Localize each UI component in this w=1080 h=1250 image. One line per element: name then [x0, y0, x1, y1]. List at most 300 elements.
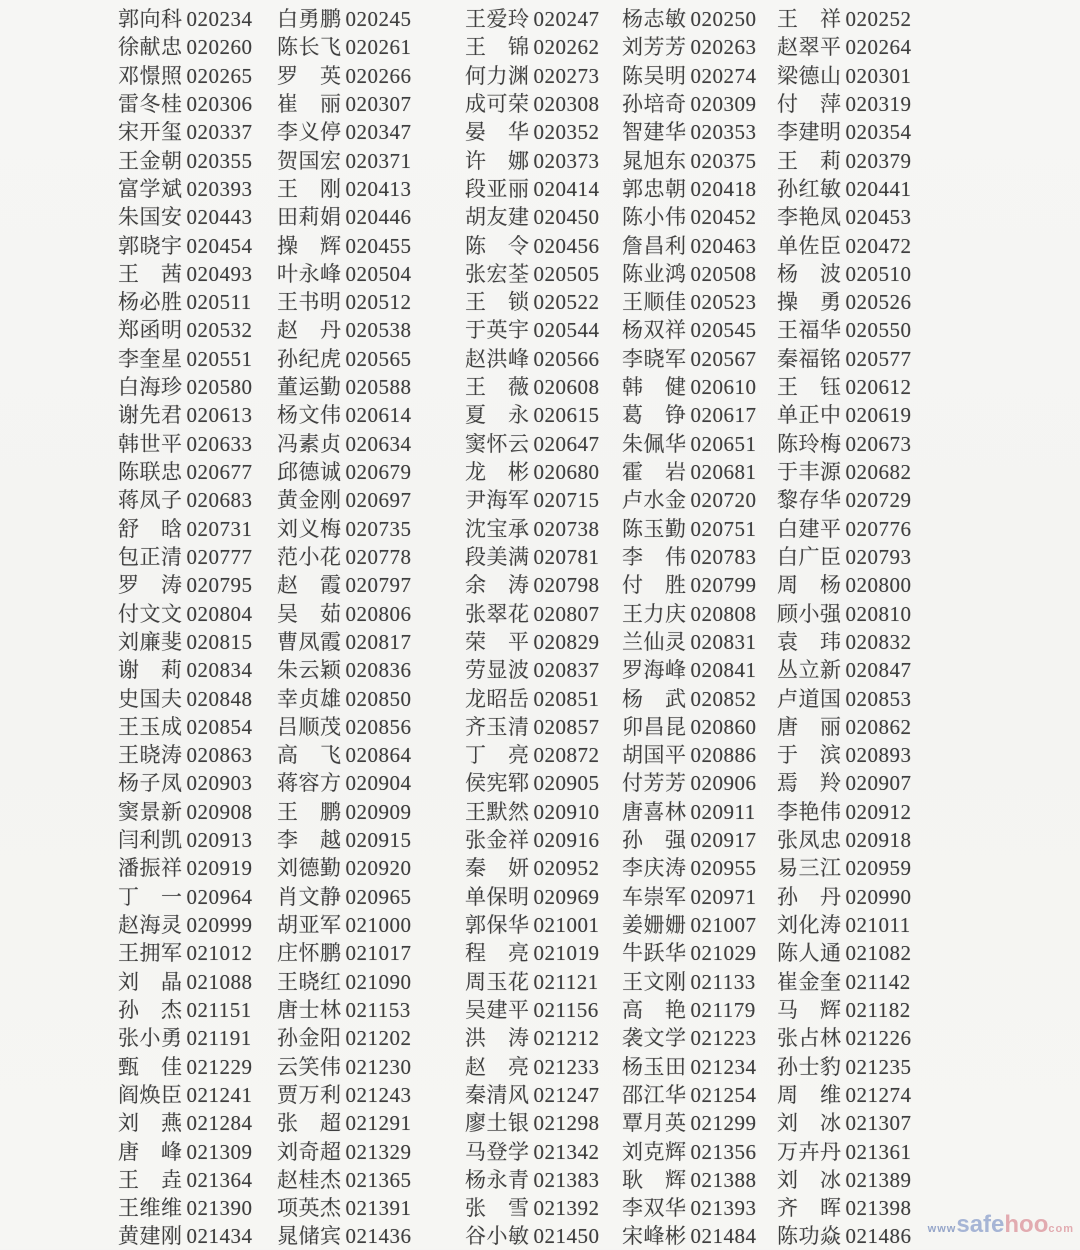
person-number: 020550 [845, 318, 912, 343]
roster-entry [622, 286, 777, 316]
roster-row [118, 88, 937, 116]
person-number: 020673 [845, 431, 912, 456]
person-number: 021391 [345, 1196, 412, 1221]
person-name: 罗 英 [277, 63, 342, 88]
person-number: 020776 [845, 516, 912, 541]
person-number: 020252 [845, 7, 912, 31]
roster-entry [777, 654, 937, 684]
roster-entry [118, 456, 277, 486]
person-name: 包正清 [118, 544, 183, 569]
person-number: 020851 [533, 686, 600, 711]
person-number: 020379 [845, 148, 912, 173]
roster-entry [622, 88, 777, 118]
person-number: 021007 [690, 913, 757, 937]
person-number: 020347 [345, 120, 412, 145]
person-number: 020354 [845, 120, 912, 145]
person-name: 窦怀云 [465, 431, 530, 456]
roster-entry [622, 852, 777, 882]
person-name: 杨 波 [777, 261, 842, 286]
roster-row [118, 1022, 937, 1050]
roster-entry [777, 3, 937, 33]
person-number: 020567 [690, 346, 757, 371]
person-number: 021019 [533, 941, 600, 966]
person-name: 劳显波 [465, 658, 530, 683]
roster-entry [777, 881, 937, 911]
person-number: 020810 [845, 601, 912, 626]
roster-entry [777, 286, 937, 316]
person-number: 020588 [345, 375, 412, 400]
person-name: 罗海峰 [622, 658, 687, 683]
person-name: 丛立新 [777, 658, 842, 683]
roster-entry [777, 258, 937, 288]
person-number: 020551 [186, 346, 253, 371]
person-name: 洪 涛 [465, 1026, 530, 1051]
person-number: 020720 [690, 488, 757, 513]
person-name: 刘 冰 [777, 1111, 842, 1136]
roster-entry [465, 484, 622, 514]
roster-entry [777, 484, 937, 514]
person-name: 贺国宏 [277, 148, 342, 173]
person-number: 020909 [345, 799, 412, 824]
person-number: 020729 [845, 488, 912, 513]
person-number: 020795 [186, 573, 253, 598]
person-number: 020260 [186, 35, 253, 60]
roster-row [118, 1192, 937, 1220]
person-name: 操 勇 [777, 290, 842, 315]
person-name: 何力渊 [465, 63, 530, 88]
roster-entry [465, 852, 622, 882]
roster-entry [277, 3, 465, 33]
person-name: 赵海灵 [118, 913, 183, 937]
roster-entry [118, 1220, 277, 1250]
roster-entry [465, 767, 622, 797]
person-name: 卯昌昆 [622, 714, 687, 739]
person-number: 020505 [533, 261, 600, 286]
person-name: 朱佩华 [622, 431, 687, 456]
person-name: 杨永青 [465, 1167, 530, 1192]
roster-row [118, 1051, 937, 1079]
person-name: 郭保华 [465, 913, 530, 937]
roster-entry [118, 513, 277, 543]
roster-entry [465, 371, 622, 401]
roster-row [118, 1220, 937, 1248]
person-number: 020905 [533, 771, 600, 796]
roster-entry [277, 484, 465, 514]
person-number: 020911 [690, 799, 756, 824]
roster-entry [277, 1022, 465, 1052]
watermark-com-text: com [1048, 1223, 1074, 1235]
roster-entry [118, 739, 277, 769]
roster-entry [465, 654, 622, 684]
person-number: 020511 [186, 290, 252, 315]
person-number: 020804 [186, 601, 253, 626]
roster-entry [465, 937, 622, 967]
person-number: 020863 [186, 743, 253, 768]
person-name: 蒋凤子 [118, 488, 183, 513]
person-number: 020999 [186, 913, 253, 937]
roster-entry [277, 739, 465, 769]
person-number: 020856 [345, 714, 412, 739]
person-name: 秦 妍 [465, 856, 530, 881]
roster-entry [118, 116, 277, 146]
person-number: 020393 [186, 176, 253, 201]
roster-entry [777, 994, 937, 1024]
person-name: 幸贞雄 [277, 686, 342, 711]
roster-row [118, 909, 937, 937]
roster-entry [777, 909, 937, 939]
person-number: 021133 [690, 969, 756, 994]
person-name: 单正中 [777, 403, 842, 428]
person-number: 020680 [533, 460, 600, 484]
roster-entry [777, 824, 937, 854]
roster-entry [277, 314, 465, 344]
person-name: 李建明 [777, 120, 842, 145]
person-number: 020832 [845, 629, 912, 654]
roster-entry [622, 683, 777, 713]
person-name: 陈玲梅 [777, 431, 842, 456]
person-number: 020806 [345, 601, 412, 626]
roster-entry [622, 456, 777, 486]
roster-row [118, 598, 937, 626]
person-name: 张 超 [277, 1111, 342, 1136]
person-name: 胡亚军 [277, 913, 342, 937]
roster-entry [622, 739, 777, 769]
roster-entry [777, 314, 937, 344]
person-number: 020418 [690, 176, 757, 201]
roster-entry [118, 966, 277, 996]
person-name: 王 莉 [777, 148, 842, 173]
person-name: 甄 佳 [118, 1054, 183, 1079]
roster-row [118, 739, 937, 767]
roster-entry [622, 1107, 777, 1137]
roster-entry [465, 173, 622, 203]
person-number: 020853 [845, 686, 912, 711]
person-name: 刘义梅 [277, 516, 342, 541]
roster-entry [777, 513, 937, 543]
person-number: 020860 [690, 714, 757, 739]
roster-entry [465, 1164, 622, 1194]
roster-entry [277, 31, 465, 61]
person-name: 张金祥 [465, 828, 530, 853]
person-number: 021434 [186, 1224, 253, 1249]
person-number: 020682 [845, 460, 912, 484]
roster-entry [277, 428, 465, 458]
roster-entry [777, 541, 937, 571]
person-number: 020913 [186, 828, 253, 853]
roster-entry [465, 60, 622, 90]
person-number: 020371 [345, 148, 412, 173]
person-number: 021364 [186, 1167, 253, 1192]
roster-entry [118, 1192, 277, 1222]
person-name: 谢先君 [118, 403, 183, 428]
roster-entry [777, 371, 937, 401]
person-name: 王维维 [118, 1196, 183, 1221]
roster-entry [465, 881, 622, 911]
person-name: 李艳凤 [777, 205, 842, 230]
roster-entry [777, 626, 937, 656]
person-name: 赵翠平 [777, 35, 842, 60]
person-number: 021017 [345, 941, 412, 966]
person-name: 王 锁 [465, 290, 530, 315]
person-number: 020504 [345, 261, 412, 286]
person-name: 余 涛 [465, 573, 530, 598]
roster-entry [118, 683, 277, 713]
roster-entry [777, 60, 937, 90]
person-name: 肖文静 [277, 884, 342, 909]
roster-entry [465, 909, 622, 939]
person-name: 白建平 [777, 516, 842, 541]
roster-entry [622, 541, 777, 571]
roster-entry [777, 173, 937, 203]
roster-entry [622, 1022, 777, 1052]
roster-entry [277, 1051, 465, 1081]
roster-entry [777, 399, 937, 429]
person-number: 020971 [690, 884, 757, 909]
roster-entry [777, 569, 937, 599]
roster-entry [277, 654, 465, 684]
person-number: 021088 [186, 969, 253, 994]
person-number: 020793 [845, 544, 912, 569]
roster-entry [777, 711, 937, 741]
roster-entry [622, 60, 777, 90]
roster-entry [777, 456, 937, 486]
roster-entry [118, 145, 277, 175]
person-name: 王 刚 [277, 176, 342, 201]
person-name: 杨子凤 [118, 771, 183, 796]
person-name: 宋峰彬 [622, 1224, 687, 1249]
roster-entry [118, 1051, 277, 1081]
person-name: 操 辉 [277, 233, 342, 258]
person-number: 020798 [533, 573, 600, 598]
person-name: 陈长飞 [277, 35, 342, 60]
roster-entry [622, 909, 777, 939]
person-name: 付 胜 [622, 573, 687, 598]
roster-row [118, 456, 937, 484]
person-name: 黎存华 [777, 488, 842, 513]
person-number: 020807 [533, 601, 600, 626]
person-number: 021226 [845, 1026, 912, 1051]
person-number: 020614 [345, 403, 412, 428]
person-name: 张凤忠 [777, 828, 842, 853]
person-name: 王金朝 [118, 148, 183, 173]
person-number: 020778 [345, 544, 412, 569]
person-number: 020969 [533, 884, 600, 909]
roster-entry [465, 116, 622, 146]
person-number: 020263 [690, 35, 757, 60]
person-name: 朱云颖 [277, 658, 342, 683]
roster-entry [118, 258, 277, 288]
person-number: 021298 [533, 1111, 600, 1136]
person-number: 020472 [845, 233, 912, 258]
person-name: 田莉娟 [277, 205, 342, 230]
person-number: 021392 [533, 1196, 600, 1221]
person-number: 020872 [533, 743, 600, 768]
person-name: 孙纪虎 [277, 346, 342, 371]
person-name: 朱国安 [118, 205, 183, 230]
person-name: 邓憬照 [118, 63, 183, 88]
person-name: 王力庆 [622, 601, 687, 626]
person-number: 020751 [690, 516, 757, 541]
person-number: 020352 [533, 120, 600, 145]
person-name: 詹昌利 [622, 233, 687, 258]
roster-entry [277, 1220, 465, 1250]
person-number: 020959 [845, 856, 912, 881]
person-name: 尹海军 [465, 488, 530, 513]
roster-entry [465, 428, 622, 458]
roster-entry [622, 598, 777, 628]
roster-entry [777, 343, 937, 373]
roster-entry [622, 314, 777, 344]
person-name: 黄金刚 [277, 488, 342, 513]
roster-entry [622, 711, 777, 741]
roster-entry [465, 258, 622, 288]
person-number: 021230 [345, 1054, 412, 1079]
person-number: 021001 [533, 913, 600, 937]
person-number: 020266 [345, 63, 412, 88]
person-number: 021212 [533, 1026, 600, 1051]
roster-entry [277, 824, 465, 854]
roster-row [118, 824, 937, 852]
roster-entry [277, 1192, 465, 1222]
person-number: 021153 [345, 997, 411, 1022]
roster-entry [777, 1220, 937, 1250]
roster-entry [277, 258, 465, 288]
roster-row [118, 796, 937, 824]
roster-entry [622, 994, 777, 1024]
roster-row [118, 767, 937, 795]
person-name: 王福华 [777, 318, 842, 343]
person-name: 白海珍 [118, 375, 183, 400]
person-name: 单佐臣 [777, 233, 842, 258]
person-name: 王 鹏 [277, 799, 342, 824]
person-name: 刘 晶 [118, 969, 183, 994]
person-name: 梁德山 [777, 63, 842, 88]
roster-row [118, 230, 937, 258]
roster-entry [465, 513, 622, 543]
person-number: 020355 [186, 148, 253, 173]
roster-row [118, 314, 937, 342]
person-name: 陈 令 [465, 233, 530, 258]
roster-row [118, 683, 937, 711]
roster-entry [777, 852, 937, 882]
person-name: 杨双祥 [622, 318, 687, 343]
safehoo-watermark [928, 1213, 1074, 1237]
roster-entry [777, 1192, 937, 1222]
person-number: 020308 [533, 91, 600, 116]
roster-entry [465, 598, 622, 628]
person-number: 020697 [345, 488, 412, 513]
person-name: 郭忠朝 [622, 176, 687, 201]
person-name: 谢 莉 [118, 658, 183, 683]
roster-entry [118, 371, 277, 401]
person-number: 020456 [533, 233, 600, 258]
person-name: 秦清风 [465, 1082, 530, 1107]
roster-row [118, 201, 937, 229]
person-number: 020731 [186, 516, 253, 541]
roster-entry [118, 852, 277, 882]
person-number: 020414 [533, 176, 600, 201]
person-number: 020301 [845, 63, 912, 88]
person-name: 潘振祥 [118, 856, 183, 881]
person-name: 王玉成 [118, 714, 183, 739]
person-number: 020413 [345, 176, 412, 201]
person-name: 刘化涛 [777, 913, 842, 937]
roster-entry [777, 1022, 937, 1052]
person-name: 荣 平 [465, 629, 530, 654]
roster-row [118, 541, 937, 569]
roster-entry [277, 1164, 465, 1194]
person-number: 020261 [345, 35, 412, 60]
roster-row [118, 654, 937, 682]
person-name: 陈人通 [777, 941, 842, 966]
person-name: 舒 晗 [118, 516, 183, 541]
roster-row [118, 258, 937, 286]
person-name: 焉 羚 [777, 771, 842, 796]
person-number: 021151 [186, 997, 252, 1022]
person-number: 020565 [345, 346, 412, 371]
person-name: 秦福铭 [777, 346, 842, 371]
roster-entry [777, 1136, 937, 1166]
roster-entry [118, 399, 277, 429]
person-name: 王晓红 [277, 969, 342, 994]
roster-entry [777, 966, 937, 996]
person-number: 020441 [845, 176, 912, 201]
roster-entry [277, 852, 465, 882]
person-number: 020610 [690, 375, 757, 400]
person-name: 张小勇 [118, 1026, 183, 1051]
person-name: 张占林 [777, 1026, 842, 1051]
person-name: 齐玉清 [465, 714, 530, 739]
person-name: 王晓涛 [118, 743, 183, 768]
person-number: 020353 [690, 120, 757, 145]
roster-row [118, 569, 937, 597]
person-name: 窦景新 [118, 799, 183, 824]
person-name: 冯素贞 [277, 431, 342, 456]
person-number: 021274 [845, 1082, 912, 1107]
roster-entry [465, 1079, 622, 1109]
person-number: 020777 [186, 544, 253, 569]
person-name: 贾万利 [277, 1082, 342, 1107]
person-name: 王 薇 [465, 375, 530, 400]
person-name: 周 杨 [777, 573, 842, 598]
person-number: 020493 [186, 261, 253, 286]
person-number: 021398 [845, 1196, 912, 1221]
roster-entry [622, 626, 777, 656]
person-number: 020262 [533, 35, 600, 60]
person-number: 021233 [533, 1054, 600, 1079]
person-number: 020538 [345, 318, 412, 343]
roster-entry [465, 711, 622, 741]
person-number: 020910 [533, 799, 600, 824]
person-number: 020234 [186, 7, 253, 31]
roster-entry [118, 796, 277, 826]
roster-entry [118, 173, 277, 203]
person-name: 杨 武 [622, 686, 687, 711]
person-number: 020544 [533, 318, 600, 343]
roster-entry [118, 598, 277, 628]
person-number: 021309 [186, 1139, 253, 1164]
person-number: 020964 [186, 884, 253, 909]
person-number: 020850 [345, 686, 412, 711]
roster-entry [118, 1164, 277, 1194]
roster-entry [622, 1079, 777, 1109]
person-number: 020799 [690, 573, 757, 598]
roster-entry [277, 1107, 465, 1137]
person-name: 崔金奎 [777, 969, 842, 994]
person-name: 杨玉田 [622, 1054, 687, 1079]
person-number: 021235 [845, 1054, 912, 1079]
person-number: 021029 [690, 941, 757, 966]
